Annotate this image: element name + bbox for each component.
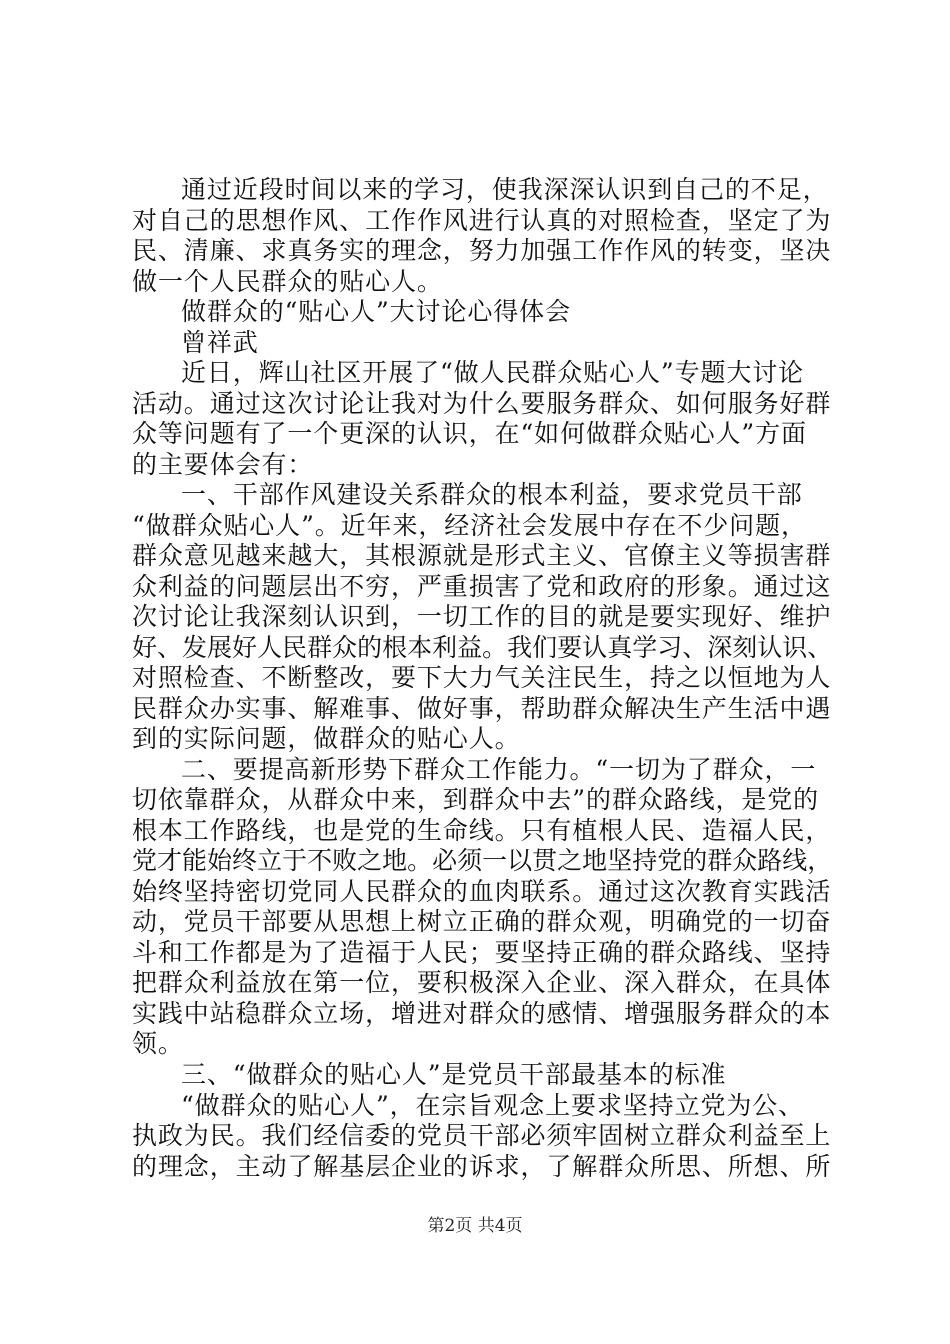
section-heading: 三、“做群众的贴心人”是党员干部最基本的标准 [181,1059,727,1089]
text-line: 近日，辉山社区开展了“做人民群众贴心人”专题大讨论 [181,358,805,388]
text-line: 民、清廉、求真务实的理念，努力加强工作作风的转变，坚决 [132,236,832,265]
text-line: 群众意见越来越大，其根源就是形式主义、官僚主义等损害群 [132,541,832,571]
text-line: 切依靠群众，从群众中来，到群众中去”的群众路线，是党的 [132,785,820,815]
text-line: 到的实际问题，做群众的贴心人。 [132,724,521,754]
text-line: 斗和工作都是为了造福于人民；要坚持正确的群众路线、坚持 [132,937,832,967]
text-line: 通过近段时间以来的学习，使我深深认识到自己的不足， [181,175,829,204]
text-line: 二、要提高新形势下群众工作能力。“一切为了群众，一 [181,754,817,784]
text-line: 党才能始终立于不败之地。必须一以贯之地坚持党的群众路线， [132,846,833,876]
author-name: 曾祥武 [181,327,259,357]
text-line: “做群众的贴心人”，在宗旨观念上要求坚持立党为公、 [181,1090,805,1120]
text-line: 次讨论让我深刻认识到，一切工作的目的就是要实现好、维护 [132,602,832,632]
text-line: 一、干部作风建设关系群众的根本利益，要求党员干部 [181,480,803,510]
text-line: 把群众利益放在第一位，要积极深入企业、深入群众，在具体 [132,968,832,998]
text-line: 领。 [132,1029,184,1059]
text-line: 做一个人民群众的贴心人。 [132,266,443,296]
text-line: 始终坚持密切党同人民群众的血肉联系。通过这次教育实践活 [132,876,832,906]
text-line: 对照检查、不断整改，要下大力气关注民生，持之以恒地为人 [132,663,832,693]
text-line: “做群众贴心人”。近年来，经济社会发展中存在不少问题， [132,510,807,540]
text-line: 动，党员干部要从思想上树立正确的群众观，明确党的一切奋 [132,907,832,937]
text-line: 民群众办实事、解难事、做好事，帮助群众解决生产生活中遇 [132,693,832,723]
text-line: 的理念，主动了解基层企业的诉求，了解群众所思、所想、所 [132,1151,832,1181]
text-line: 活动。通过这次讨论让我对为什么要服务群众、如何服务好群 [132,388,832,418]
article-title: 做群众的“贴心人”大讨论心得体会 [181,297,571,327]
page-number-footer: 第2页 共4页 [427,1216,523,1236]
text-line: 对自己的思想作风、工作作风进行认真的对照检查，坚定了为 [132,205,832,235]
text-line: 好、发展好人民群众的根本利益。我们要认真学习、深刻认识、 [132,632,833,662]
text-line: 根本工作路线，也是党的生命线。只有植根人民、造福人民， [132,815,832,845]
text-line: 执政为民。我们经信委的党员干部必须牢固树立群众利益至上 [132,1121,832,1150]
text-line: 实践中站稳群众立场，增进对群众的感情、增强服务群众的本 [132,998,832,1028]
text-line: 的主要体会有： [132,449,314,479]
text-line: 众等问题有了一个更深的认识，在“如何做群众贴心人”方面 [132,419,807,449]
text-line: 众利益的问题层出不穷，严重损害了党和政府的形象。通过这 [132,571,832,601]
